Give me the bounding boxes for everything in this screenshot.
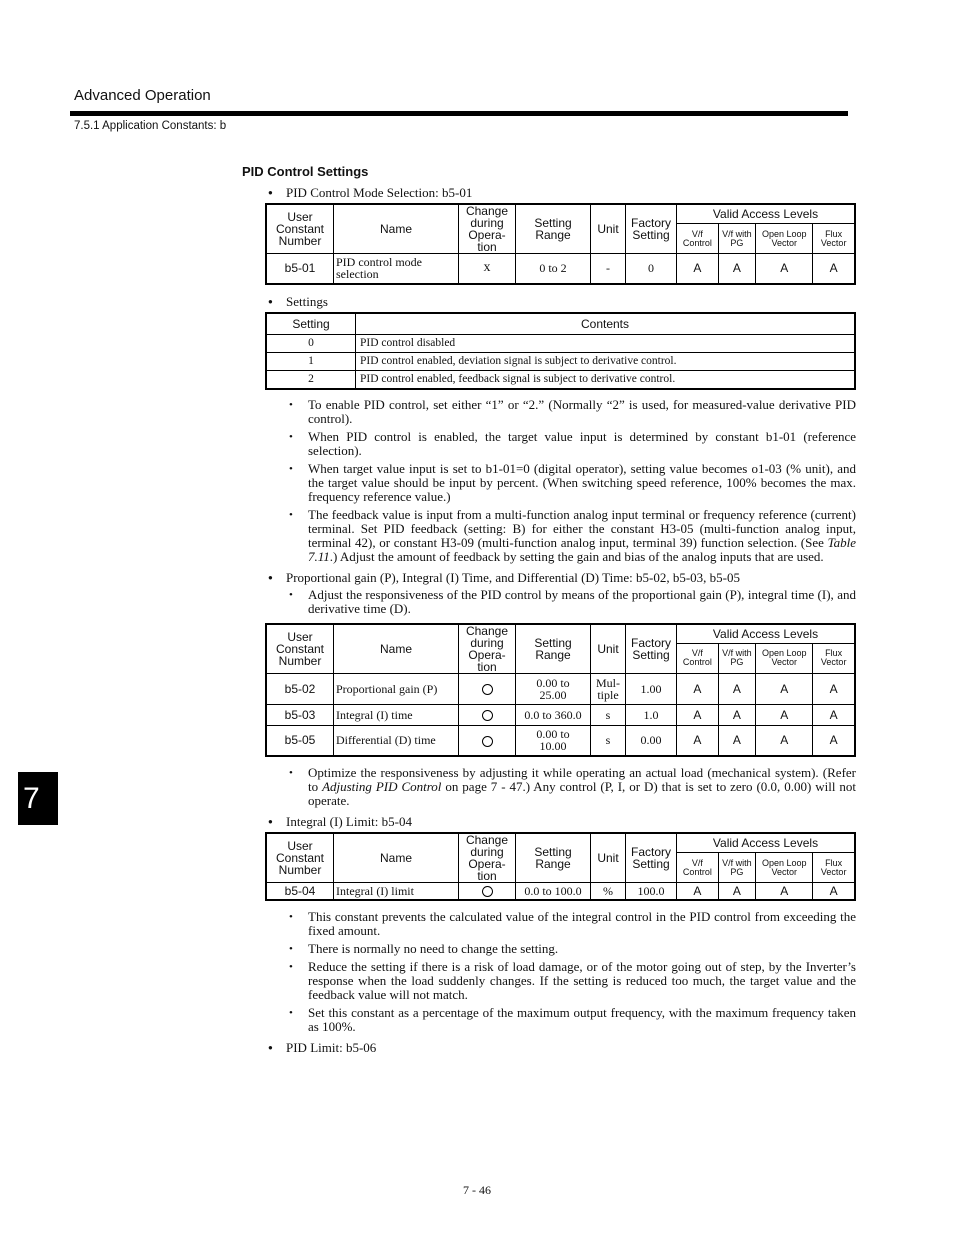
header-rule [70,111,848,116]
col-user-constant: User Constant Number [266,624,334,674]
note-text: on page 7 - 47.) Any control (P, I, or D) that is set to zero (0.0, 0.00) will not operate. [308,779,857,808]
col-user-constant: User Constant Number [266,833,334,883]
table-b5-04 [265,832,856,901]
bullet-b5-06: ● PID Limit: b5-06 [242,1040,856,1055]
col-contents: Contents [356,313,856,335]
col-vfpg: V/f with PG [718,853,755,883]
note-reduce-setting: • Reduce the setting if there is a risk of load damage, or of the motor going out of step, by the Inverter’s response when the load suddenly changes. If the setting is reduced too much, the target value and the feedback value will not match. [242,960,856,1002]
header-subsection: 7.5.1 Application Constants: b [74,120,227,132]
cell-setting: 0 [266,334,356,352]
col-setting: Setting [266,313,356,335]
cell-setting: 2 [266,370,356,389]
table-b5-02-03-05 [265,623,856,758]
cell-factory: 0.00 [626,725,677,756]
table-b5-01 [265,203,856,285]
cell-setting: 1 [266,352,356,370]
cell-level-vf: A [677,673,719,704]
cell-change [459,673,516,704]
col-vf: V/f Control [677,643,719,673]
cell-range: 0.0 to 100.0 [516,883,591,900]
cell-level-flux: A [813,673,855,704]
cell-unit: - [591,254,626,284]
cell-number: b5-04 [266,883,334,900]
note-no-change: • There is normally no need to change the setting. [242,942,856,956]
chapter-tab: 7 [18,772,58,825]
cell-name: Differential (D) time [334,725,459,756]
col-olv: Open Loop Vector [756,853,813,883]
cell-factory: 100.0 [626,883,677,900]
circle-icon [482,886,493,897]
cell-factory: 1.00 [626,673,677,704]
page-number: 7 - 46 [463,1183,491,1197]
cell-level-flux: A [813,254,855,284]
circle-icon [482,684,493,695]
note-text: .) Adjust the amount of feedback by setting the gain and bias of the analog inputs that are used. [329,548,824,564]
col-vf: V/f Control [677,224,719,254]
note-feedback-input [242,508,856,564]
cell-level-flux: A [813,725,855,756]
note-optimize [242,766,856,808]
main-content [242,164,856,1058]
note-text: Optimize the responsiveness by adjusting it while operating an actual load (mechanical system). (Refer to [308,765,856,794]
cell-level-flux: A [813,704,855,725]
cell-level-vf: A [677,725,719,756]
cell-level-vf: A [677,254,719,284]
col-range: Setting Range [516,624,591,674]
range-line: 0.00 to [536,675,570,690]
note-responsiveness: • Adjust the responsiveness of the PID control by means of the proportional gain (P), integral time (I), and derivative time (D). [242,588,856,616]
cell-level-olv: A [756,704,813,725]
cell-factory: 0 [626,254,677,284]
col-change: Change during Opera- tion [459,204,516,254]
cell-level-vf: A [677,704,719,725]
circle-icon [482,736,493,747]
cell-level-vfpg: A [718,883,755,900]
cell-number: b5-01 [266,254,334,284]
col-unit: Unit [591,204,626,254]
cell-change: x [459,254,516,284]
range-line: 0.00 to [536,727,570,742]
cell-name: Integral (I) time [334,704,459,725]
col-olv: Open Loop Vector [756,643,813,673]
circle-icon [482,710,493,721]
section-reference: Adjusting PID Control [322,779,442,794]
col-flux: Flux Vector [813,224,855,254]
col-change: Change during Opera- tion [459,624,516,674]
range-line: 10.00 [539,739,567,754]
cell-contents: PID control enabled, feedback signal is subject to derivative control. [356,370,856,389]
table-row [266,704,855,725]
range-line: 25.00 [539,687,567,702]
cell-range: 0.0 to 360.0 [516,704,591,725]
header-section-title: Advanced Operation [74,87,211,104]
cell-range: 0 to 2 [516,254,591,284]
note-enable-pid: • To enable PID control, set either “1” or “2.” (Normally “2” is used, for measured-value derivative PID control). [242,398,856,426]
cell-level-vfpg: A [718,725,755,756]
col-factory: Factory Setting [626,624,677,674]
col-olv: Open Loop Vector [756,224,813,254]
col-range: Setting Range [516,833,591,883]
cell-range [516,725,591,756]
col-factory: Factory Setting [626,833,677,883]
table-row [266,883,855,900]
note-target-value: • When PID control is enabled, the target value input is determined by constant b1-01 (reference selection). [242,430,856,458]
cell-unit: % [591,883,626,900]
bullet-b5-04: ● Integral (I) Limit: b5-04 [242,814,856,829]
cell-level-vf: A [677,883,719,900]
cell-name: PID control mode selection [334,254,459,284]
bullet-b5-01: ● PID Control Mode Selection: b5-01 [242,185,856,200]
note-percentage: • Set this constant as a percentage of the maximum output frequency, with the maximum frequency taken as 100%. [242,1006,856,1034]
cell-unit [591,673,626,704]
cell-change [459,704,516,725]
col-unit: Unit [591,624,626,674]
col-access-levels: Valid Access Levels [677,833,856,853]
cell-name: Integral (I) limit [334,883,459,900]
col-range: Setting Range [516,204,591,254]
col-vfpg: V/f with PG [718,224,755,254]
cell-level-olv: A [756,254,813,284]
note-digital-operator: • When target value input is set to b1-01=0 (digital operator), setting value becomes o1-03 (% unit), and the target value should be input by percent. (When switching speed reference, 100% becomes the max. frequency reference value.) [242,462,856,504]
table-row [266,725,855,756]
cell-contents: PID control enabled, deviation signal is subject to derivative control. [356,352,856,370]
cell-factory: 1.0 [626,704,677,725]
cell-level-olv: A [756,673,813,704]
note-text: The feedback value is input from a multi-function analog input terminal or frequency reference (current) terminal. Set PID feedback (setting: B) for either the constant H3-05 (multi-function analog input, terminal 42), or constant H3-09 (multi-function analog input, terminal 39) function selection. (See [308,506,856,550]
col-name: Name [334,833,459,883]
table-row [266,370,855,389]
cell-unit: s [591,725,626,756]
col-factory: Factory Setting [626,204,677,254]
table-settings [265,312,856,390]
note-integral-limit: • This constant prevents the calculated value of the integral control in the PID control from exceeding the fixed amount. [242,910,856,938]
cell-level-vfpg: A [718,673,755,704]
table-row [266,673,855,704]
unit-line: tiple [597,687,619,702]
bullet-settings: ● Settings [242,294,856,309]
col-access-levels: Valid Access Levels [677,624,856,644]
cell-level-vfpg: A [718,254,755,284]
cell-number: b5-03 [266,704,334,725]
cell-number: b5-05 [266,725,334,756]
col-access-levels: Valid Access Levels [677,204,856,224]
section-title: PID Control Settings [242,164,369,179]
col-name: Name [334,624,459,674]
table-row [266,334,855,352]
unit-line: Mul- [596,675,620,690]
cell-number: b5-02 [266,673,334,704]
cell-range [516,673,591,704]
col-unit: Unit [591,833,626,883]
col-vfpg: V/f with PG [718,643,755,673]
cell-change [459,725,516,756]
cell-level-olv: A [756,725,813,756]
cell-level-flux: A [813,883,855,900]
col-flux: Flux Vector [813,853,855,883]
cell-level-olv: A [756,883,813,900]
cell-contents: PID control disabled [356,334,856,352]
col-name: Name [334,204,459,254]
table-reference: Table 7.11 [308,534,856,564]
col-user-constant: User Constant Number [266,204,334,254]
col-flux: Flux Vector [813,643,855,673]
col-change: Change during Opera- tion [459,833,516,883]
bullet-gains: ● Proportional gain (P), Integral (I) Time, and Differential (D) Time: b5-02, b5-03, b5-05 [242,570,856,585]
cell-name: Proportional gain (P) [334,673,459,704]
cell-unit: s [591,704,626,725]
cell-level-vfpg: A [718,704,755,725]
col-vf: V/f Control [677,853,719,883]
table-row [266,352,855,370]
table-row [266,254,855,284]
cell-change [459,883,516,900]
